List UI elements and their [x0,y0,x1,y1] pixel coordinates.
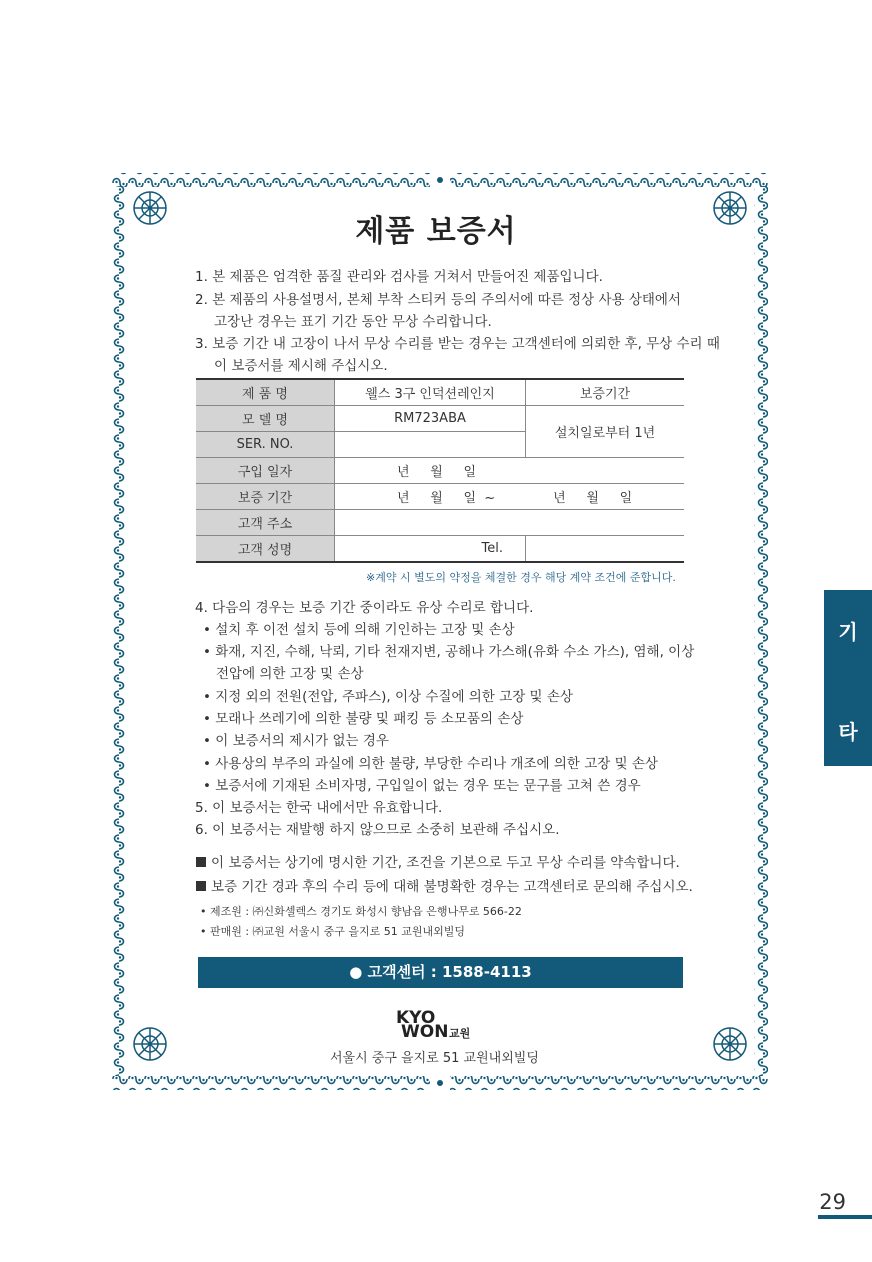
square-note-2 [196,875,693,895]
section4-item: • 모래나 쓰레기에 의한 불량 및 패킹 등 소모품의 손상 [203,711,524,727]
table-row [196,510,684,536]
contract-note: ※계약 시 별도의 약정을 체결한 경우 해당 계약 조건에 준합니다. [366,571,676,584]
section4-item: • 보증서에 기재된 소비자명, 구입일이 없는 경우 또는 문구를 고쳐 쓴 경우 [203,778,641,794]
section4-item: • 설치 후 이전 설치 등에 의해 기인하는 고장 및 손상 [203,622,515,638]
table-row [196,484,684,510]
logo-won: WON [401,1022,449,1042]
label-purchase-date: 구입 일자 [196,458,335,484]
warranty-value: 설치일로부터 1년 [526,406,685,458]
side-tab-char-1: 기 [838,620,858,644]
service-center-bar: ● 고객센터 : 1588-4113 [198,957,683,988]
period-end: 년 월 일 [553,491,633,506]
serial-value [335,432,526,458]
warranty-table [196,378,684,563]
side-tab-char-2: 타 [838,720,858,744]
square-bullet-icon [196,857,206,867]
logo-kyo: KYO [396,1008,436,1028]
section4-item: 전압에 의한 고장 및 손상 [216,666,364,682]
tel-value [526,536,685,563]
manufacturer: • 제조원 : ㈜신화셀렉스 경기도 화성시 향남읍 은행나무로 566-22 [200,905,522,918]
label-customer-address: 고객 주소 [196,510,335,536]
square-bullet-icon [196,881,206,891]
page-number-underline [818,1215,872,1219]
intro-line-4: 3. 보증 기간 내 고장이 나서 무상 수리를 받는 경우는 고객센터에 의뢰한 후, 무상 수리 때 [195,336,720,352]
label-product-name: 제 품 명 [196,379,335,406]
section6: 6. 이 보증서는 재발행 하지 않으므로 소중히 보관해 주십시오. [195,822,560,838]
section-side-tab [824,590,872,766]
section4-item: • 사용상의 부주의 과실에 의한 불량, 부당한 수리나 개조에 의한 고장 및 손상 [203,756,658,772]
label-customer-name: 고객 성명 [196,536,335,563]
intro-line-3: 고장난 경우는 표기 기간 동안 무상 수리합니다. [214,314,492,330]
section4-item: • 이 보증서의 제시가 없는 경우 [203,733,389,749]
intro-line-1: 1. 본 제품은 엄격한 품질 관리와 검사를 거쳐서 만들어진 제품입니다. [195,269,603,285]
section4-item: • 화재, 지진, 수해, 낙뢰, 기타 천재지변, 공해나 가스해(유화 수소 가스), 염해, 이상 [203,644,695,660]
section4-heading: 4. 다음의 경우는 보증 기간 중이라도 유상 수리로 합니다. [195,600,534,616]
section5: 5. 이 보증서는 한국 내에서만 유효합니다. [195,800,443,816]
purchase-date-value: 년 월 일 [335,458,685,484]
intro-line-2: 2. 본 제품의 사용설명서, 본체 부착 스티커 등의 주의서에 따른 정상 사용 상태에서 [195,292,681,308]
logo-korean: 교원 [449,1027,471,1040]
page-number: 29 [819,1190,846,1214]
warranty-header: 보증기간 [526,379,685,406]
square-note-1 [196,851,680,871]
warranty-period-value [335,484,685,510]
intro-line-5: 이 보증서를 제시해 주십시오. [214,358,388,374]
table-row [196,379,684,406]
label-serial: SER. NO. [196,432,335,458]
tel-label: Tel. [335,536,526,563]
table-row [196,458,684,484]
product-name-value: 웰스 3구 인덕션레인지 [335,379,526,406]
label-warranty-period: 보증 기간 [196,484,335,510]
label-model: 모 델 명 [196,406,335,432]
section4-item: • 지정 외의 전원(전압, 주파스), 이상 수질에 의한 고장 및 손상 [203,689,573,705]
distributor: • 판매원 : ㈜교원 서울시 중구 을지로 51 교원내외빌딩 [200,925,466,938]
table-row [196,536,684,563]
customer-address-value [335,510,685,536]
page-title: 제품 보증서 [355,214,517,249]
footer-address: 서울시 중구 을지로 51 교원내외빌딩 [330,1051,539,1066]
square-note-text: 이 보증서는 상기에 명시한 기간, 조건을 기본으로 두고 무상 수리를 약속합니다. [211,855,680,871]
period-start: 년 월 일 ~ [397,491,496,506]
model-value: RM723ABA [335,406,526,432]
square-note-text: 보증 기간 경과 후의 수리 등에 대해 불명확한 경우는 고객센터로 문의해 주십시오. [211,879,693,895]
table-row [196,406,684,432]
